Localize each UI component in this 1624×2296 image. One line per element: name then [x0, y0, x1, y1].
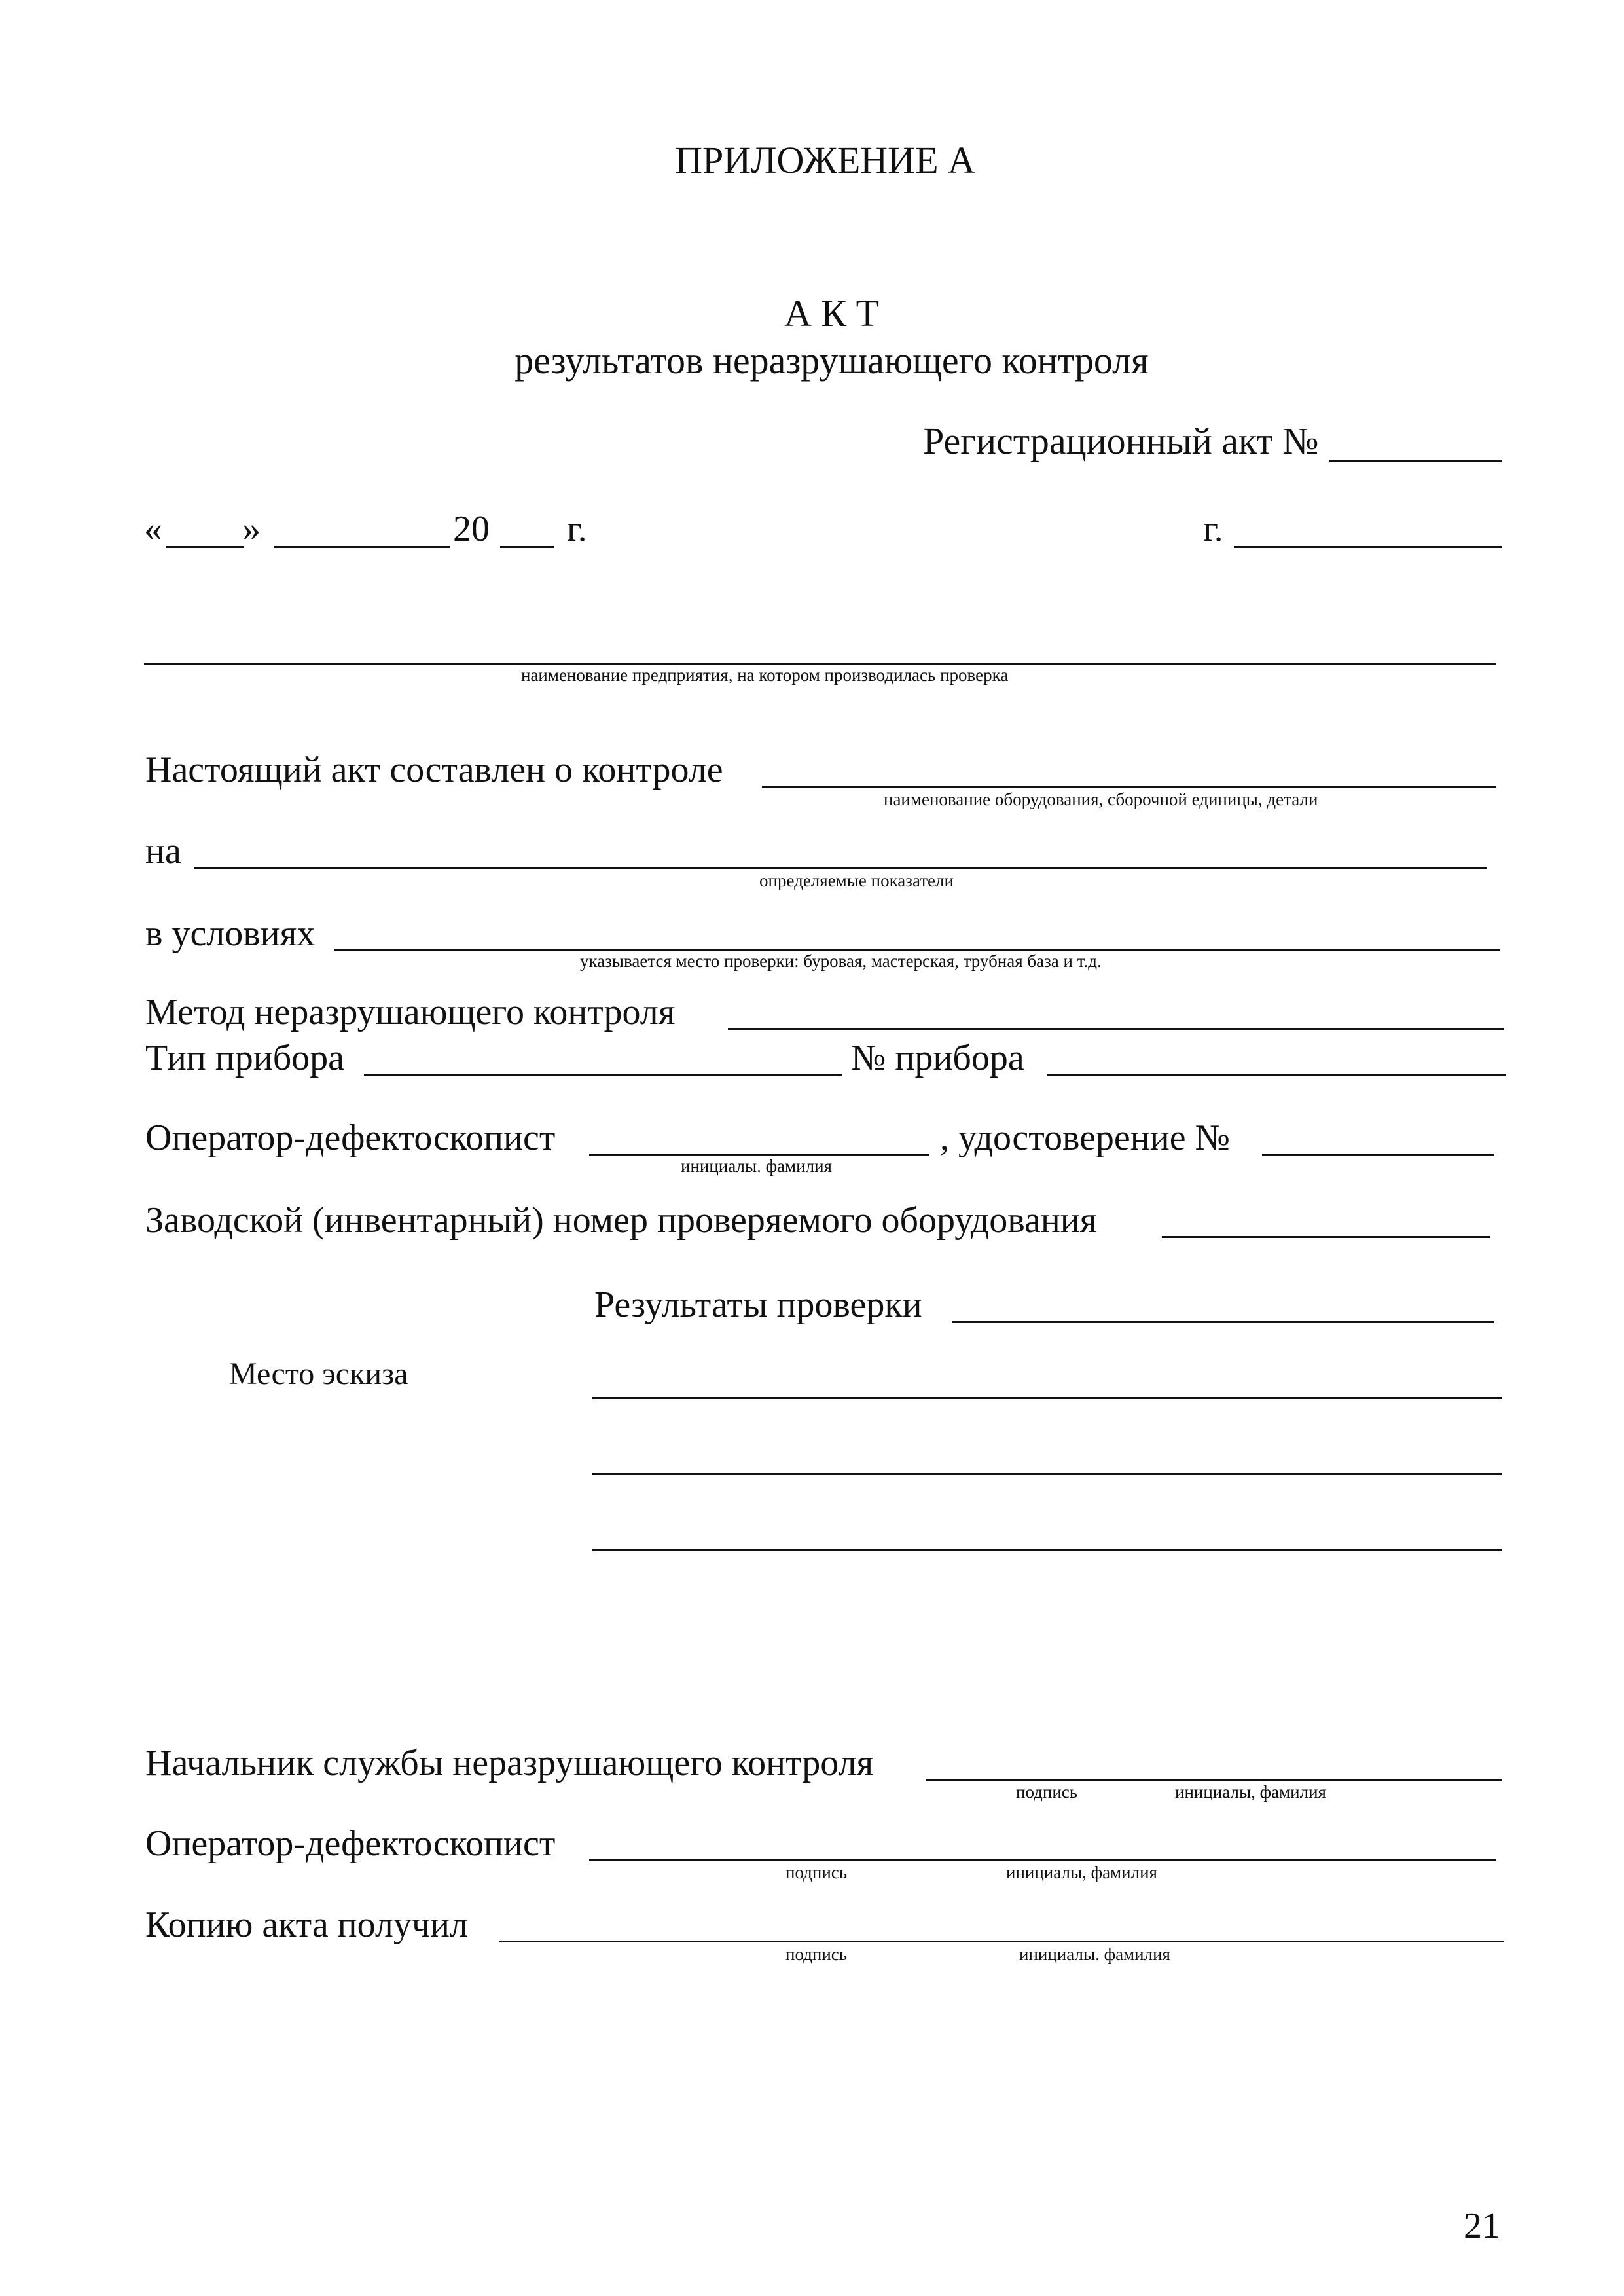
operator-name-field[interactable] — [589, 1154, 929, 1156]
signature-3-field[interactable] — [499, 1941, 1504, 1942]
device-number-label: № прибора — [851, 1038, 1024, 1078]
operator-caption: инициалы. фамилия — [681, 1156, 832, 1176]
date-month-field[interactable] — [274, 546, 450, 548]
results-line-2[interactable] — [592, 1397, 1502, 1399]
registration-number-field[interactable] — [1329, 460, 1502, 462]
signature-1-field[interactable] — [926, 1779, 1502, 1781]
operator-cert-field[interactable] — [1262, 1154, 1494, 1156]
signature-1-label: Начальник службы неразрушающего контроля — [145, 1743, 874, 1783]
date-day-field[interactable] — [166, 546, 244, 548]
signature-1-name-caption: инициалы, фамилия — [1175, 1782, 1326, 1802]
factory-number-label: Заводской (инвентарный) номер проверяемого оборудования — [145, 1200, 1097, 1241]
act-title: А К Т — [784, 292, 879, 335]
operator-cert-label: , удостоверение № — [940, 1118, 1230, 1158]
device-number-field[interactable] — [1047, 1074, 1506, 1076]
results-field[interactable] — [952, 1321, 1494, 1323]
act-subtitle: результатов неразрушающего контроля — [514, 339, 1149, 382]
appendix-title: ПРИЛОЖЕНИЕ А — [675, 139, 975, 181]
enterprise-field[interactable] — [144, 663, 1496, 665]
signature-2-label: Оператор-дефектоскопист — [145, 1823, 556, 1864]
signature-1-sign-caption: подпись — [1016, 1782, 1078, 1802]
signature-2-name-caption: инициалы, фамилия — [1006, 1863, 1157, 1882]
date-year-prefix: 20 — [453, 509, 490, 549]
city-field[interactable] — [1234, 546, 1502, 548]
results-label: Результаты проверки — [594, 1285, 922, 1325]
date-quote-close: » — [242, 509, 261, 549]
method-field[interactable] — [728, 1028, 1504, 1030]
device-type-label: Тип прибора — [145, 1038, 345, 1078]
results-line-4[interactable] — [592, 1549, 1502, 1551]
signature-3-name-caption: инициалы. фамилия — [1019, 1944, 1170, 1964]
signature-3-label: Копию акта получил — [145, 1904, 468, 1945]
device-type-field[interactable] — [364, 1074, 842, 1076]
conditions-caption: указывается место проверки: буровая, мастерская, трубная база и т.д. — [580, 951, 1102, 971]
control-caption: наименование оборудования, сборочной единицы, детали — [884, 790, 1318, 809]
method-label: Метод неразрушающего контроля — [145, 992, 676, 1032]
registration-label: Регистрационный акт № — [923, 420, 1319, 462]
date-year-field[interactable] — [500, 546, 554, 548]
operator-label: Оператор-дефектоскопист — [145, 1118, 556, 1158]
control-object-field[interactable] — [762, 786, 1496, 788]
on-label: на — [145, 831, 181, 871]
on-caption: определяемые показатели — [759, 871, 954, 890]
date-year-suffix: г. — [567, 509, 587, 549]
signature-3-sign-caption: подпись — [785, 1944, 848, 1964]
enterprise-caption: наименование предприятия, на котором производилась проверка — [521, 665, 1009, 685]
parameters-field[interactable] — [194, 867, 1487, 869]
control-label: Настоящий акт составлен о контроле — [145, 750, 723, 790]
conditions-label: в условиях — [145, 913, 316, 954]
signature-2-sign-caption: подпись — [785, 1863, 848, 1882]
city-label: г. — [1203, 509, 1223, 549]
signature-2-field[interactable] — [589, 1859, 1496, 1861]
date-quote-open: « — [144, 509, 162, 549]
factory-number-field[interactable] — [1162, 1236, 1490, 1238]
sketch-label: Место эскиза — [229, 1357, 408, 1391]
page-number: 21 — [1464, 2206, 1500, 2246]
results-line-3[interactable] — [592, 1473, 1502, 1475]
